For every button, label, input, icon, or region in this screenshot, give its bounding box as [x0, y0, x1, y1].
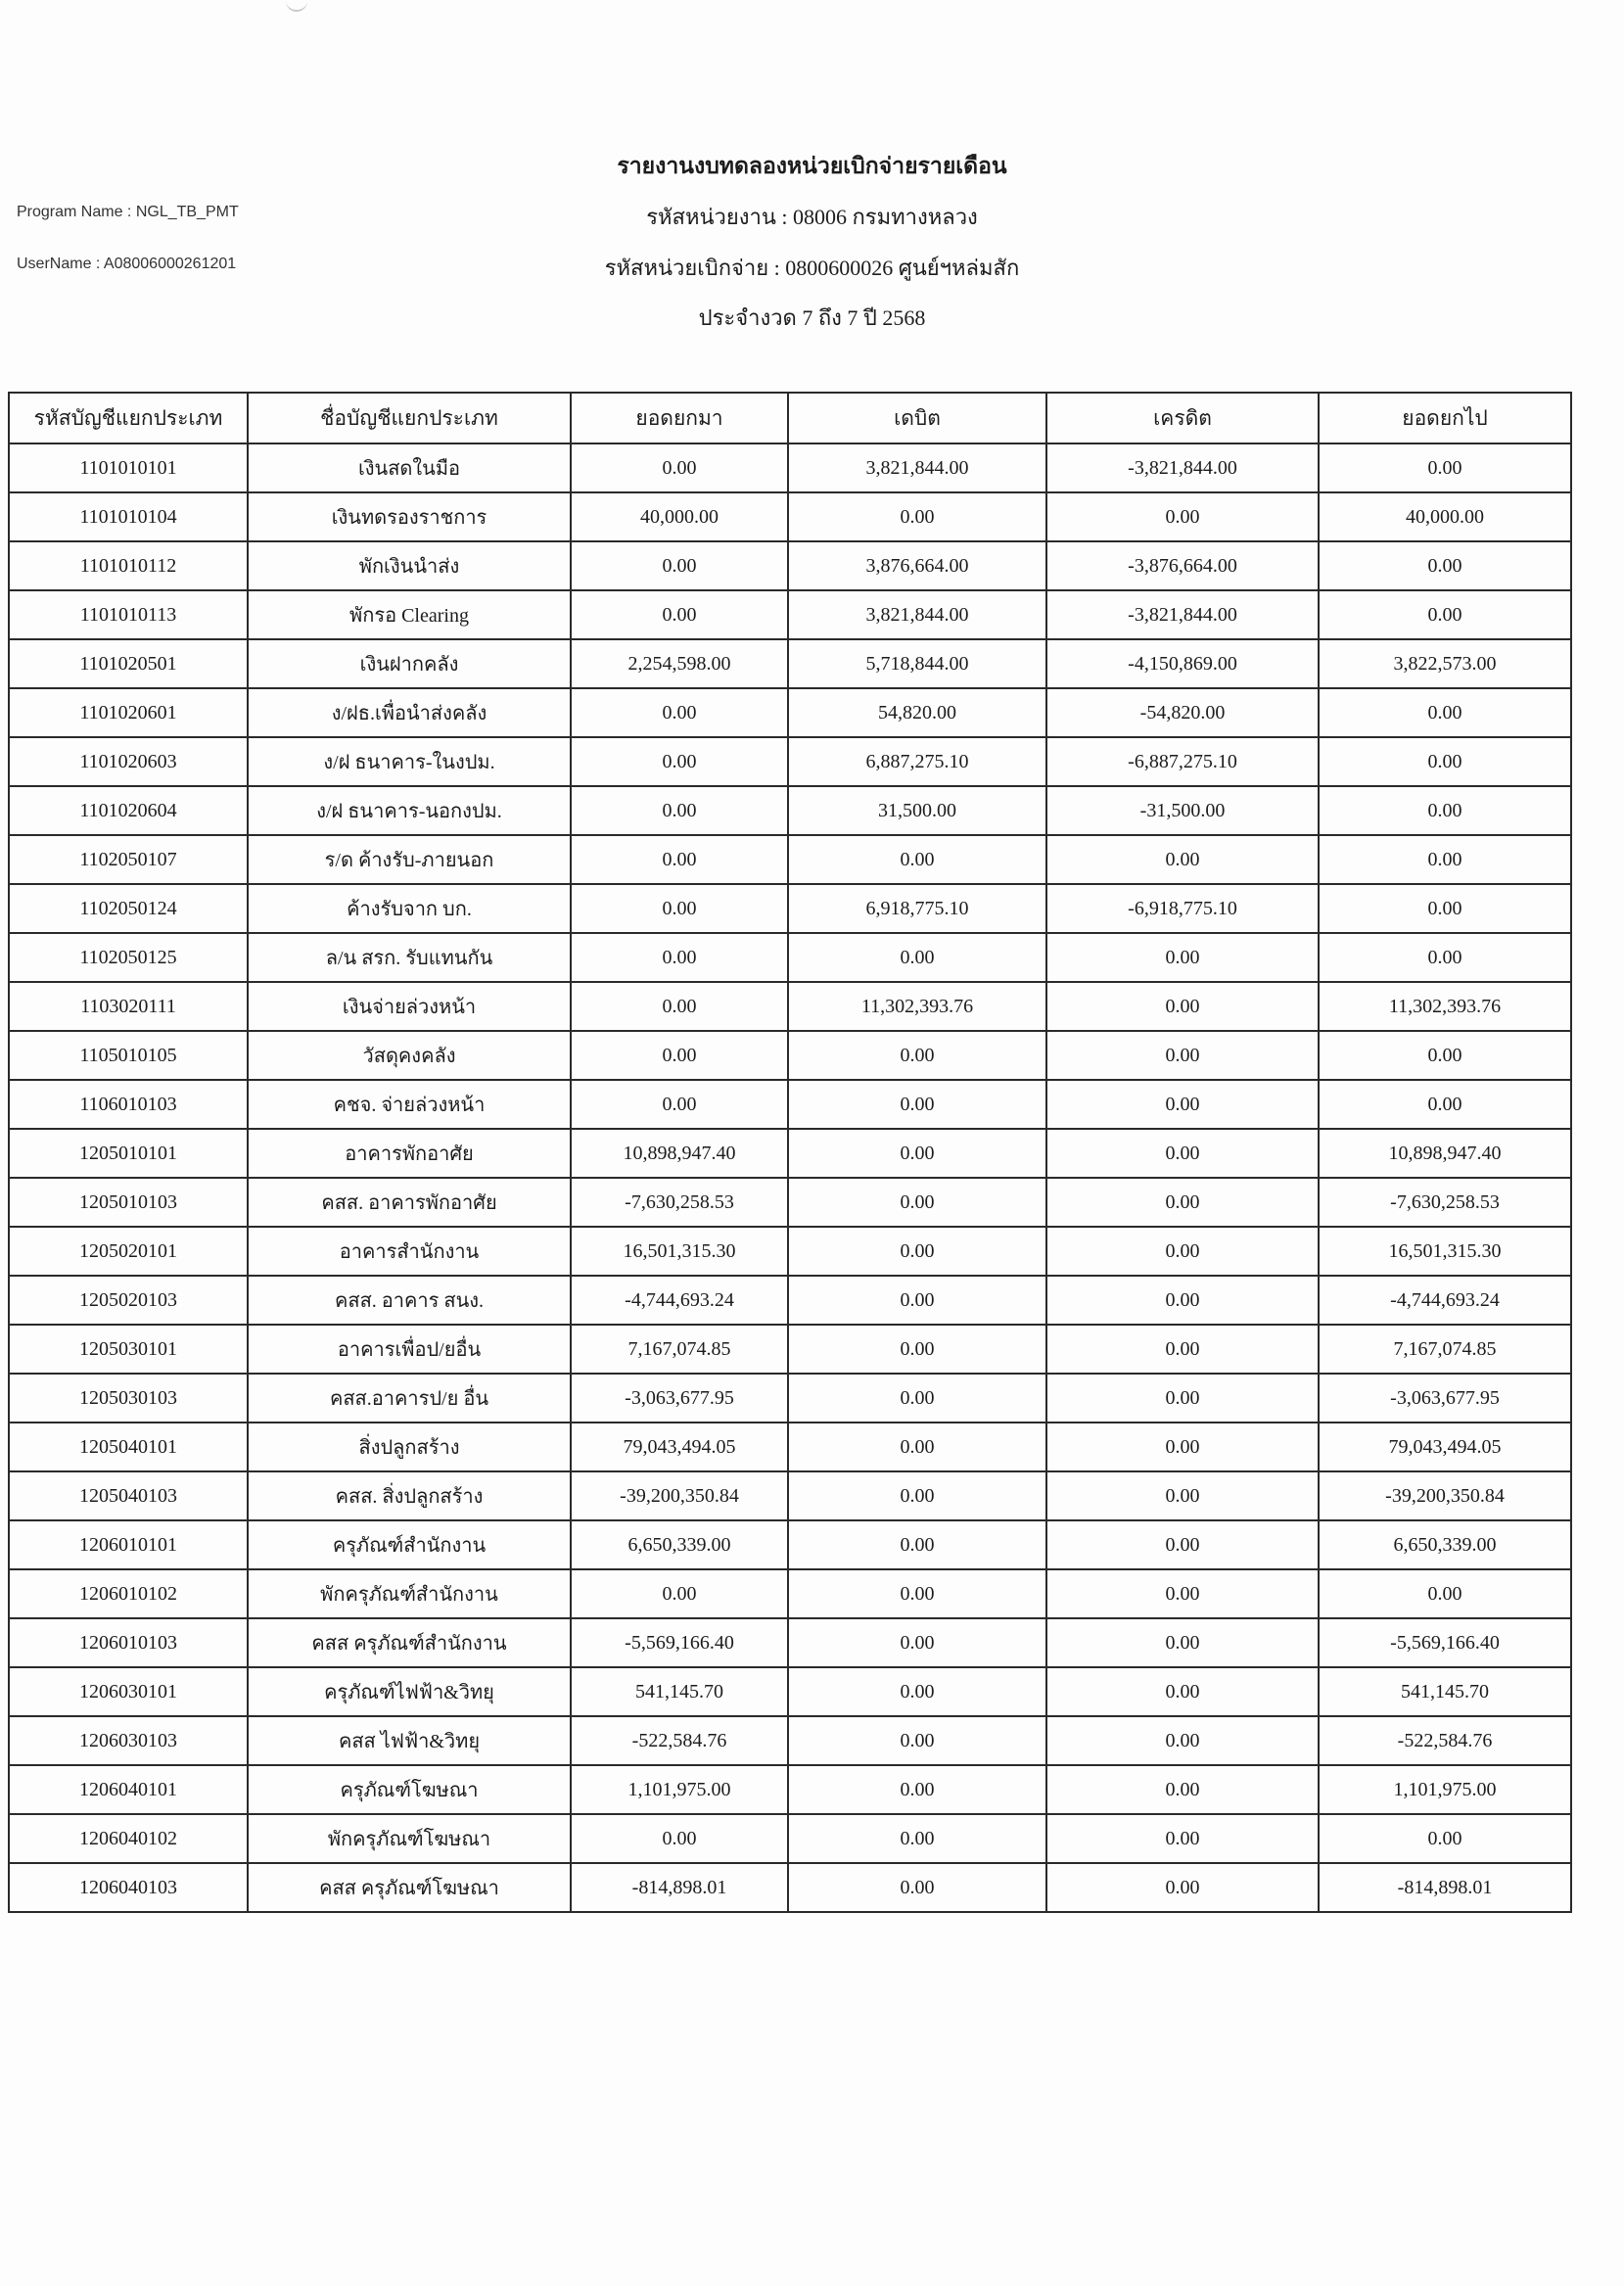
cell-closing-balance: 7,167,074.85: [1319, 1325, 1571, 1374]
cell-closing-balance: 0.00: [1319, 1031, 1571, 1080]
cell-credit: 0.00: [1046, 1863, 1319, 1912]
cell-opening-balance: -3,063,677.95: [571, 1374, 788, 1423]
cell-credit: 0.00: [1046, 1031, 1319, 1080]
cell-account-name: คสส ครุภัณฑ์สำนักงาน: [248, 1618, 571, 1667]
cell-credit: -4,150,869.00: [1046, 639, 1319, 688]
cell-closing-balance: 1,101,975.00: [1319, 1765, 1571, 1814]
trial-balance-table: [8, 392, 1572, 1913]
table-row: [9, 1276, 1571, 1325]
cell-account-name: พักเงินนำส่ง: [248, 541, 571, 590]
cell-opening-balance: 40,000.00: [571, 492, 788, 541]
table-row: [9, 492, 1571, 541]
cell-account-name: เงินทดรองราชการ: [248, 492, 571, 541]
cell-closing-balance: 10,898,947.40: [1319, 1129, 1571, 1178]
cell-account-name: เงินสดในมือ: [248, 443, 571, 492]
cell-account-name: ง/ฝ ธนาคาร-นอกงปม.: [248, 786, 571, 835]
cell-debit: 0.00: [788, 1031, 1046, 1080]
cell-account-name: สิ่งปลูกสร้าง: [248, 1423, 571, 1471]
cell-debit: 11,302,393.76: [788, 982, 1046, 1031]
cell-credit: 0.00: [1046, 982, 1319, 1031]
cell-credit: 0.00: [1046, 835, 1319, 884]
cell-debit: 0.00: [788, 1716, 1046, 1765]
cell-closing-balance: 79,043,494.05: [1319, 1423, 1571, 1471]
cell-credit: -31,500.00: [1046, 786, 1319, 835]
cell-opening-balance: 10,898,947.40: [571, 1129, 788, 1178]
cell-account-code: 1101020601: [9, 688, 248, 737]
cell-closing-balance: -3,063,677.95: [1319, 1374, 1571, 1423]
cell-credit: -6,918,775.10: [1046, 884, 1319, 933]
cell-opening-balance: 0.00: [571, 835, 788, 884]
cell-account-name: ครุภัณฑ์โฆษณา: [248, 1765, 571, 1814]
cell-credit: 0.00: [1046, 1471, 1319, 1520]
user-name: UserName : A08006000261201: [17, 256, 237, 272]
cell-account-code: 1101020604: [9, 786, 248, 835]
cell-account-name: คสส ไฟฟ้า&วิทยุ: [248, 1716, 571, 1765]
cell-credit: 0.00: [1046, 1423, 1319, 1471]
cell-account-name: ร/ด ค้างรับ-ภายนอก: [248, 835, 571, 884]
cell-account-name: พักครุภัณฑ์โฆษณา: [248, 1814, 571, 1863]
cell-account-name: คสส ครุภัณฑ์โฆษณา: [248, 1863, 571, 1912]
cell-closing-balance: 0.00: [1319, 786, 1571, 835]
cell-account-code: 1206040101: [9, 1765, 248, 1814]
cell-account-code: 1101010113: [9, 590, 248, 639]
cell-debit: 6,887,275.10: [788, 737, 1046, 786]
cell-credit: 0.00: [1046, 1227, 1319, 1276]
table-row: [9, 1423, 1571, 1471]
cell-opening-balance: 2,254,598.00: [571, 639, 788, 688]
cell-account-code: 1105010105: [9, 1031, 248, 1080]
table-row: [9, 786, 1571, 835]
cell-account-code: 1206030101: [9, 1667, 248, 1716]
cell-credit: 0.00: [1046, 1667, 1319, 1716]
cell-account-code: 1205030101: [9, 1325, 248, 1374]
cell-account-code: 1102050107: [9, 835, 248, 884]
cell-credit: -3,821,844.00: [1046, 590, 1319, 639]
cell-closing-balance: -7,630,258.53: [1319, 1178, 1571, 1227]
cell-closing-balance: -5,569,166.40: [1319, 1618, 1571, 1667]
cell-opening-balance: 0.00: [571, 884, 788, 933]
table-row: [9, 639, 1571, 688]
cell-debit: 3,876,664.00: [788, 541, 1046, 590]
table-row: [9, 835, 1571, 884]
cell-account-code: 1205040103: [9, 1471, 248, 1520]
cell-opening-balance: 79,043,494.05: [571, 1423, 788, 1471]
cell-account-name: วัสดุคงคลัง: [248, 1031, 571, 1080]
disbursing-unit-line: รหัสหน่วยเบิกจ่าย : 0800600026 ศูนย์ฯหล่มสัก: [604, 256, 1020, 280]
cell-credit: 0.00: [1046, 1325, 1319, 1374]
cell-debit: 0.00: [788, 1814, 1046, 1863]
cell-opening-balance: 0.00: [571, 590, 788, 639]
cell-account-name: อาคารเพื่อป/ยอื่น: [248, 1325, 571, 1374]
table-row: [9, 933, 1571, 982]
cell-debit: 31,500.00: [788, 786, 1046, 835]
cell-opening-balance: 0.00: [571, 1569, 788, 1618]
cell-credit: 0.00: [1046, 1520, 1319, 1569]
cell-opening-balance: 0.00: [571, 688, 788, 737]
cell-debit: 0.00: [788, 1374, 1046, 1423]
cell-account-name: เงินจ่ายล่วงหน้า: [248, 982, 571, 1031]
cell-opening-balance: 1,101,975.00: [571, 1765, 788, 1814]
cell-debit: 0.00: [788, 1080, 1046, 1129]
cell-debit: 0.00: [788, 1178, 1046, 1227]
table-body: [9, 443, 1571, 1912]
cell-credit: 0.00: [1046, 1569, 1319, 1618]
table-row: [9, 1178, 1571, 1227]
table-row: [9, 1325, 1571, 1374]
cell-credit: 0.00: [1046, 1765, 1319, 1814]
cell-account-code: 1206040102: [9, 1814, 248, 1863]
cell-account-name: คสส. อาคารพักอาศัย: [248, 1178, 571, 1227]
cell-account-code: 1206030103: [9, 1716, 248, 1765]
cell-account-code: 1102050125: [9, 933, 248, 982]
cell-opening-balance: 0.00: [571, 737, 788, 786]
table-row: [9, 1618, 1571, 1667]
table-row: [9, 541, 1571, 590]
cell-opening-balance: 0.00: [571, 1080, 788, 1129]
table-row: [9, 443, 1571, 492]
table-row: [9, 1814, 1571, 1863]
cell-account-name: ค้างรับจาก บก.: [248, 884, 571, 933]
cell-closing-balance: 0.00: [1319, 884, 1571, 933]
cell-closing-balance: 0.00: [1319, 835, 1571, 884]
cell-account-name: ครุภัณฑ์ไฟฟ้า&วิทยุ: [248, 1667, 571, 1716]
period-line: ประจำงวด 7 ถึง 7 ปี 2568: [698, 305, 926, 330]
cell-account-code: 1205010103: [9, 1178, 248, 1227]
cell-debit: 0.00: [788, 835, 1046, 884]
cell-account-name: คชจ. จ่ายล่วงหน้า: [248, 1080, 571, 1129]
table-row: [9, 590, 1571, 639]
cell-closing-balance: 541,145.70: [1319, 1667, 1571, 1716]
cell-opening-balance: 0.00: [571, 933, 788, 982]
cell-credit: 0.00: [1046, 1276, 1319, 1325]
cell-credit: 0.00: [1046, 1814, 1319, 1863]
cell-closing-balance: 3,822,573.00: [1319, 639, 1571, 688]
cell-closing-balance: 11,302,393.76: [1319, 982, 1571, 1031]
table-row: [9, 1080, 1571, 1129]
cell-opening-balance: 0.00: [571, 443, 788, 492]
cell-account-code: 1205040101: [9, 1423, 248, 1471]
cell-closing-balance: -522,584.76: [1319, 1716, 1571, 1765]
cell-debit: 0.00: [788, 1765, 1046, 1814]
cell-account-code: 1206010101: [9, 1520, 248, 1569]
cell-opening-balance: -4,744,693.24: [571, 1276, 788, 1325]
cell-debit: 0.00: [788, 1227, 1046, 1276]
cell-closing-balance: -814,898.01: [1319, 1863, 1571, 1912]
cell-debit: 54,820.00: [788, 688, 1046, 737]
cell-account-name: ครุภัณฑ์สำนักงาน: [248, 1520, 571, 1569]
header-opening-balance: ยอดยกมา: [571, 393, 788, 443]
cell-debit: 0.00: [788, 1471, 1046, 1520]
header-account-name: ชื่อบัญชีแยกประเภท: [248, 393, 571, 443]
table-row: [9, 1374, 1571, 1423]
cell-debit: 3,821,844.00: [788, 443, 1046, 492]
cell-opening-balance: -814,898.01: [571, 1863, 788, 1912]
table-row: [9, 737, 1571, 786]
header-credit: เครดิต: [1046, 393, 1319, 443]
cell-debit: 0.00: [788, 1618, 1046, 1667]
cell-closing-balance: 0.00: [1319, 688, 1571, 737]
agency-line: รหัสหน่วยงาน : 08006 กรมทางหลวง: [646, 205, 978, 229]
cell-debit: 0.00: [788, 1276, 1046, 1325]
cell-opening-balance: -522,584.76: [571, 1716, 788, 1765]
cell-debit: 0.00: [788, 933, 1046, 982]
cell-opening-balance: 6,650,339.00: [571, 1520, 788, 1569]
cell-closing-balance: -4,744,693.24: [1319, 1276, 1571, 1325]
cell-account-code: 1205030103: [9, 1374, 248, 1423]
cell-closing-balance: 0.00: [1319, 933, 1571, 982]
table-row: [9, 1520, 1571, 1569]
cell-closing-balance: 0.00: [1319, 1080, 1571, 1129]
cell-debit: 0.00: [788, 1863, 1046, 1912]
cell-debit: 0.00: [788, 1129, 1046, 1178]
cell-account-name: อาคารพักอาศัย: [248, 1129, 571, 1178]
cell-credit: 0.00: [1046, 492, 1319, 541]
cell-debit: 0.00: [788, 1325, 1046, 1374]
cell-account-name: อาคารสำนักงาน: [248, 1227, 571, 1276]
program-name: Program Name : NGL_TB_PMT: [17, 204, 239, 220]
table-row: [9, 1667, 1571, 1716]
cell-opening-balance: 16,501,315.30: [571, 1227, 788, 1276]
table-row: [9, 1129, 1571, 1178]
cell-account-name: ง/ฝ ธนาคาร-ในงปม.: [248, 737, 571, 786]
cell-credit: -54,820.00: [1046, 688, 1319, 737]
cell-account-name: พักรอ Clearing: [248, 590, 571, 639]
cell-opening-balance: 7,167,074.85: [571, 1325, 788, 1374]
cell-closing-balance: 40,000.00: [1319, 492, 1571, 541]
cell-debit: 0.00: [788, 1667, 1046, 1716]
cell-credit: 0.00: [1046, 1374, 1319, 1423]
table-row: [9, 1569, 1571, 1618]
cell-account-code: 1101010101: [9, 443, 248, 492]
cell-closing-balance: 0.00: [1319, 1569, 1571, 1618]
cell-credit: 0.00: [1046, 933, 1319, 982]
table-row: [9, 1863, 1571, 1912]
cell-opening-balance: -39,200,350.84: [571, 1471, 788, 1520]
header-account-code: รหัสบัญชีแยกประเภท: [9, 393, 248, 443]
table-row: [9, 1471, 1571, 1520]
cell-account-code: 1102050124: [9, 884, 248, 933]
cell-closing-balance: 0.00: [1319, 541, 1571, 590]
header-closing-balance: ยอดยกไป: [1319, 393, 1571, 443]
cell-closing-balance: 0.00: [1319, 443, 1571, 492]
cell-account-name: พักครุภัณฑ์สำนักงาน: [248, 1569, 571, 1618]
table-row: [9, 1765, 1571, 1814]
cell-debit: 0.00: [788, 1423, 1046, 1471]
cell-credit: 0.00: [1046, 1618, 1319, 1667]
cell-closing-balance: 0.00: [1319, 737, 1571, 786]
cell-account-name: ง/ฝธ.เพื่อนำส่งคลัง: [248, 688, 571, 737]
cell-closing-balance: 0.00: [1319, 1814, 1571, 1863]
cell-account-code: 1205020103: [9, 1276, 248, 1325]
cell-account-code: 1206010102: [9, 1569, 248, 1618]
cell-account-code: 1205010101: [9, 1129, 248, 1178]
header-debit: เดบิต: [788, 393, 1046, 443]
cell-debit: 6,918,775.10: [788, 884, 1046, 933]
table-row: [9, 1716, 1571, 1765]
cell-account-name: เงินฝากคลัง: [248, 639, 571, 688]
cell-opening-balance: -5,569,166.40: [571, 1618, 788, 1667]
cell-opening-balance: 0.00: [571, 1814, 788, 1863]
cell-opening-balance: 0.00: [571, 786, 788, 835]
cell-credit: -3,876,664.00: [1046, 541, 1319, 590]
cell-credit: 0.00: [1046, 1129, 1319, 1178]
cell-opening-balance: 0.00: [571, 541, 788, 590]
table-row: [9, 688, 1571, 737]
cell-account-code: 1205020101: [9, 1227, 248, 1276]
cell-closing-balance: 16,501,315.30: [1319, 1227, 1571, 1276]
table-row: [9, 1031, 1571, 1080]
cell-account-name: คสส. สิ่งปลูกสร้าง: [248, 1471, 571, 1520]
cell-opening-balance: 541,145.70: [571, 1667, 788, 1716]
cell-account-code: 1103020111: [9, 982, 248, 1031]
table-header-row: [9, 393, 1571, 443]
cell-account-code: 1206040103: [9, 1863, 248, 1912]
cell-credit: -3,821,844.00: [1046, 443, 1319, 492]
cell-closing-balance: 6,650,339.00: [1319, 1520, 1571, 1569]
cell-credit: -6,887,275.10: [1046, 737, 1319, 786]
cell-debit: 5,718,844.00: [788, 639, 1046, 688]
cell-account-code: 1101010104: [9, 492, 248, 541]
cell-account-code: 1101020603: [9, 737, 248, 786]
cell-opening-balance: -7,630,258.53: [571, 1178, 788, 1227]
cell-credit: 0.00: [1046, 1080, 1319, 1129]
cell-account-name: ล/น สรก. รับแทนกัน: [248, 933, 571, 982]
cell-account-code: 1101020501: [9, 639, 248, 688]
cell-account-name: คสส.อาคารป/ย อื่น: [248, 1374, 571, 1423]
table-row: [9, 982, 1571, 1031]
cell-debit: 0.00: [788, 1520, 1046, 1569]
cell-opening-balance: 0.00: [571, 982, 788, 1031]
cell-debit: 3,821,844.00: [788, 590, 1046, 639]
table-row: [9, 1227, 1571, 1276]
cell-opening-balance: 0.00: [571, 1031, 788, 1080]
cell-closing-balance: -39,200,350.84: [1319, 1471, 1571, 1520]
cell-debit: 0.00: [788, 492, 1046, 541]
cell-account-code: 1106010103: [9, 1080, 248, 1129]
report-title: รายงานงบทดลองหน่วยเบิกจ่ายรายเดือน: [617, 154, 1007, 178]
cell-debit: 0.00: [788, 1569, 1046, 1618]
cell-account-code: 1206010103: [9, 1618, 248, 1667]
table-row: [9, 884, 1571, 933]
cell-account-code: 1101010112: [9, 541, 248, 590]
cell-credit: 0.00: [1046, 1716, 1319, 1765]
cell-account-name: คสส. อาคาร สนง.: [248, 1276, 571, 1325]
cell-closing-balance: 0.00: [1319, 590, 1571, 639]
cell-credit: 0.00: [1046, 1178, 1319, 1227]
scan-mark: [286, 0, 307, 12]
